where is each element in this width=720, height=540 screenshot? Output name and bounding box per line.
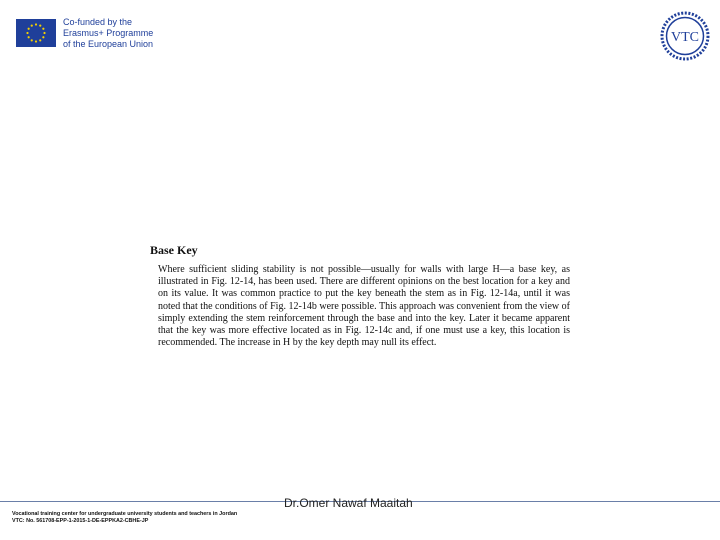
eu-star <box>42 36 44 38</box>
eu-star <box>35 23 37 25</box>
document-excerpt <box>150 243 570 349</box>
eu-line-3: of the European Union <box>63 39 154 49</box>
body-paragraph: Where sufficient sliding stability is not possible—usually for walls with large H—a base key, as illustrated in Fig. 12-14, has been used. There are different opinions on the best location for a key and on its value. It was common practice to put the key beneath the stem as in Fig. 12-14a, until it was noted that the conditions of Fig. 12-14b were possible. This approach was convenient from the view of simply extending the stem reinforcement through the base and into the key. Later it became apparent that the key was more effective located as in Fig. 12-14c and, if one must use a key, this location is recommended. The increase in H by the key depth may null its effect. <box>158 264 570 349</box>
section-heading: Base Key <box>150 243 198 257</box>
footer-project-info <box>12 511 237 525</box>
eu-star <box>31 39 33 41</box>
footer-line-1: Vocational training center for undergraduate university students and teachers in Jordan <box>12 511 238 517</box>
footer-author: Dr.Omer Nawaf Maaitah <box>284 496 413 510</box>
eu-flag-icon <box>16 19 56 47</box>
eu-line-2: Erasmus+ Programme <box>63 28 154 38</box>
eu-star <box>39 39 41 41</box>
eu-line-1: Co-funded by the <box>63 17 133 27</box>
eu-star <box>39 25 41 27</box>
eu-star <box>43 32 45 34</box>
vtc-logo-icon <box>660 11 710 61</box>
vtc-logo-text: VTC <box>671 30 699 45</box>
eu-star <box>42 28 44 30</box>
eu-star <box>28 36 30 38</box>
eu-star <box>31 25 33 27</box>
eu-star <box>28 28 30 30</box>
eu-funding-text <box>63 17 153 50</box>
eu-star <box>26 32 28 34</box>
footer-line-2: VTC: No. 561708-EPP-1-2015-1-DE-EPPKA2-CBHE-JP <box>12 518 149 524</box>
eu-star <box>35 40 37 42</box>
